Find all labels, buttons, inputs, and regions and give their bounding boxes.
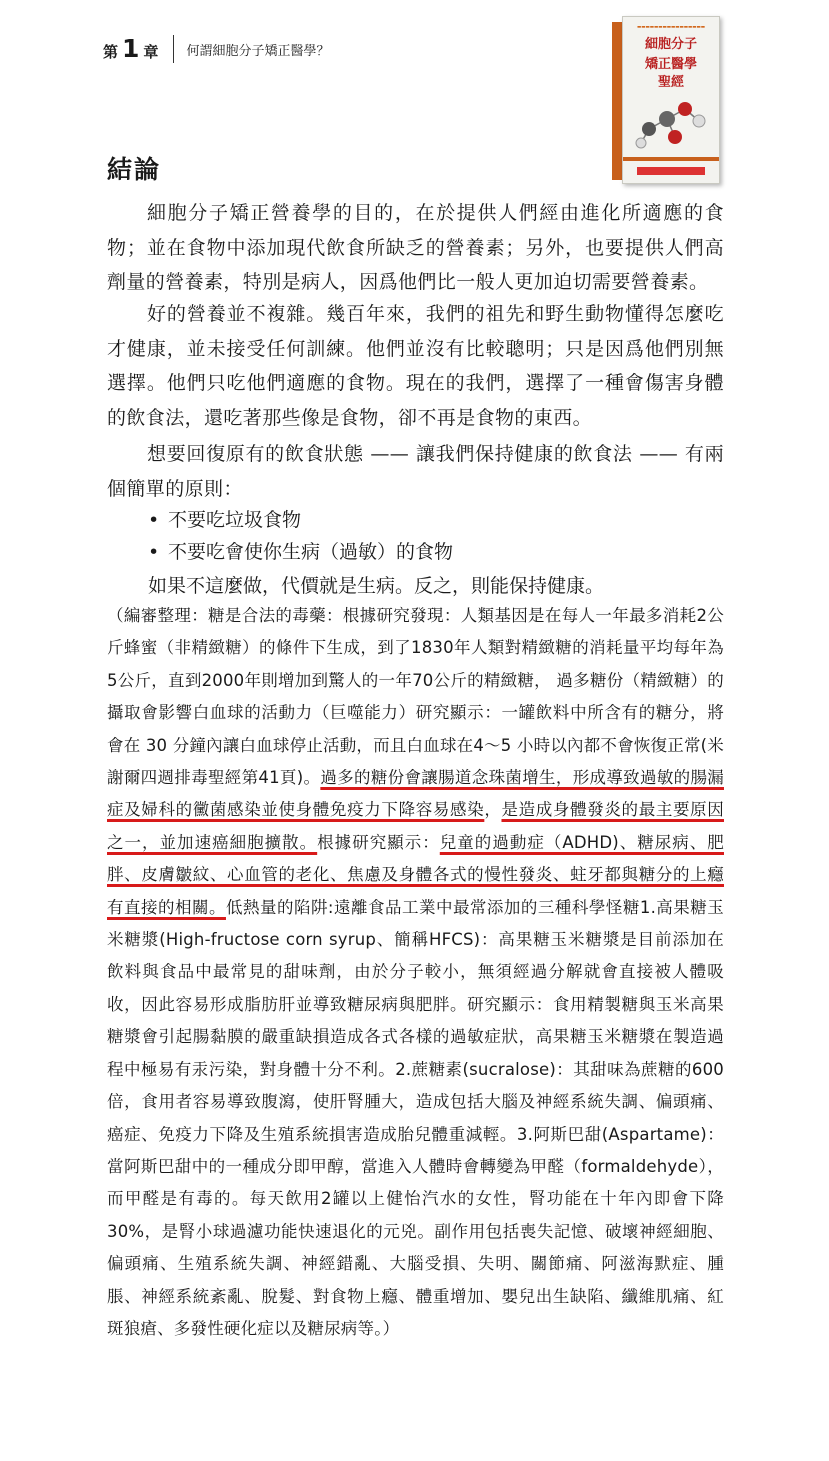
book-front xyxy=(622,16,720,184)
cover-red-block xyxy=(637,167,705,175)
underlined-text-1: 過多的糖份會讓腸道念珠菌增生，形成導致過敏的腸漏症及婦科的黴菌感染並使身體免疫力下降容易感染 xyxy=(107,768,724,820)
notes-text-3: 低熱量的陷阱:遠離食品工業中最常添加的三種科學怪糖1.高果糖玉米糖漿(High-fructose corn syrup、簡稱HFCS)：高果糖玉米糖漿是目前添加在飲料與食品中最常見的甜味劑，由於分子較小，無須經過分解就會直接被人體吸收，因此容易形成脂肪肝並導致糖尿病與肥胖。研究顯示：食用精製糖與玉米高果糖漿會引起腸黏膜的嚴重缺損造成各式各樣的過敏症狀，高果糖玉米糖漿在製造過程中極易有汞污染，對身體十分不利。2.蔗糖素(sucralose)：其甜味為蔗糖的600倍，食用者容易導致腹瀉，使肝腎腫大，造成包括大腦及神經系統失調、偏頭痛、癌症、免疫力下降及生殖系統損害造成胎兒體重減輕。3.阿斯巴甜(Aspartame)：當阿斯巴甜中的一種成分即甲醇，當進入人體時會轉變為甲醛（formaldehyde），而甲醛是有毒的。每天飲用2罐以上健怡汽水的女性，腎功能在十年內即會下降30%，是腎小球過濾功能快速退化的元兇。副作用包括喪失記憶、破壞神經細胞、偏頭痛、生殖系統失調、神經錯亂、大腦受損、失明、關節痛、阿滋海默症、腫脹、神經系統紊亂、脫髮、對食物上癮、體重增加、嬰兒出生缺陷、纖維肌痛、紅斑狼瘡、多發性硬化症以及糖尿病等。） xyxy=(107,897,724,1338)
notes-text-2: 根據研究顯示： xyxy=(317,832,440,852)
paragraph-1: 細胞分子矯正營養學的目的，在於提供人們經由進化所適應的食物；並在食物中添加現代飲食所缺乏的營養素；另外，也要提供人們高劑量的營養素，特別是病人，因爲他們比一般人更加迫切需要營養素。 xyxy=(107,202,724,293)
list-item-text: 不要吃會使你生病（過敏）的食物 xyxy=(168,540,454,563)
cover-title-line2: 矯正醫學 xyxy=(644,57,697,72)
chapter-suffix: 章 xyxy=(143,43,160,61)
chapter-header xyxy=(103,34,329,64)
underlined-text-2: 是造成身體發炎的最主要原因之一，並加速癌細胞擴散。 xyxy=(107,800,724,852)
editor-notes xyxy=(107,600,724,1345)
notes-separator: ， xyxy=(484,800,502,820)
bullet-icon: • xyxy=(148,540,160,563)
cover-band xyxy=(623,157,719,161)
book-cover-image xyxy=(612,14,720,182)
chapter-label xyxy=(103,36,159,62)
chapter-number: 1 xyxy=(122,34,141,63)
paragraph-2: 好的營養並不複雜。幾百年來，我們的祖先和野生動物懂得怎麼吃才健康，並未接受任何訓練。他們並沒有比較聰明；只是因爲他們別無選擇。他們只吃他們適應的食物。現在的我們，選擇了一種會傷害身體的飲食法，還吃著那些像是食物，卻不再是食物的東西。 xyxy=(107,303,724,429)
principles-list xyxy=(148,505,453,568)
cover-title-line1: 細胞分子 xyxy=(644,37,697,52)
list-item xyxy=(148,537,453,569)
chapter-title: 何謂細胞分子矯正醫學？ xyxy=(186,43,330,59)
bullet-icon: • xyxy=(148,509,160,531)
header-divider xyxy=(173,35,174,63)
notes-text-1: （編審整理：糖是合法的毒藥：根據研究發現：人類基因是在每人一年最多消耗2公斤蜂蜜（非精緻糖）的條件下生成，到了1830年人類對精緻糖的消耗量平均每年為5公斤，直到2000年則增加到驚人的一年70公斤的精緻糖， 過多糖份（精緻糖）的攝取會影響白血球的活動力（巨噬能力）研究顯示：一罐飲料中所含有的糖分，將會在 30 分鐘內讓白血球停止活動，而且白血球在4～5 小時以內都不會恢復正常(米謝爾四週排毒聖經第41頁)。 xyxy=(107,606,724,788)
chapter-prefix: 第 xyxy=(103,43,120,61)
paragraph-3: 想要回復原有的飲食狀態 —— 讓我們保持健康的飲食法 —— 有兩個簡單的原則： xyxy=(107,443,724,500)
cover-title-line3: 聖經 xyxy=(657,75,684,90)
section-title: 結論 xyxy=(107,155,162,184)
cover-tagline: ▬▬▬▬▬▬▬▬▬▬▬▬▬▬▬▬ xyxy=(636,25,706,30)
underlined-text-3: 兒童的過動症（ADHD)、糖尿病、肥胖、皮膚皺紋、心血管的老化、焦慮及身體各式的慢性發炎、蛀牙都與糖分的上癮有直接的相關。 xyxy=(107,832,724,917)
list-item-text: 不要吃垃圾食物 xyxy=(168,509,302,531)
list-item xyxy=(148,505,453,537)
closing-line: 如果不這麼做，代價就是生病。反之，則能保持健康。 xyxy=(148,575,605,597)
molecule-illustration xyxy=(629,89,713,153)
